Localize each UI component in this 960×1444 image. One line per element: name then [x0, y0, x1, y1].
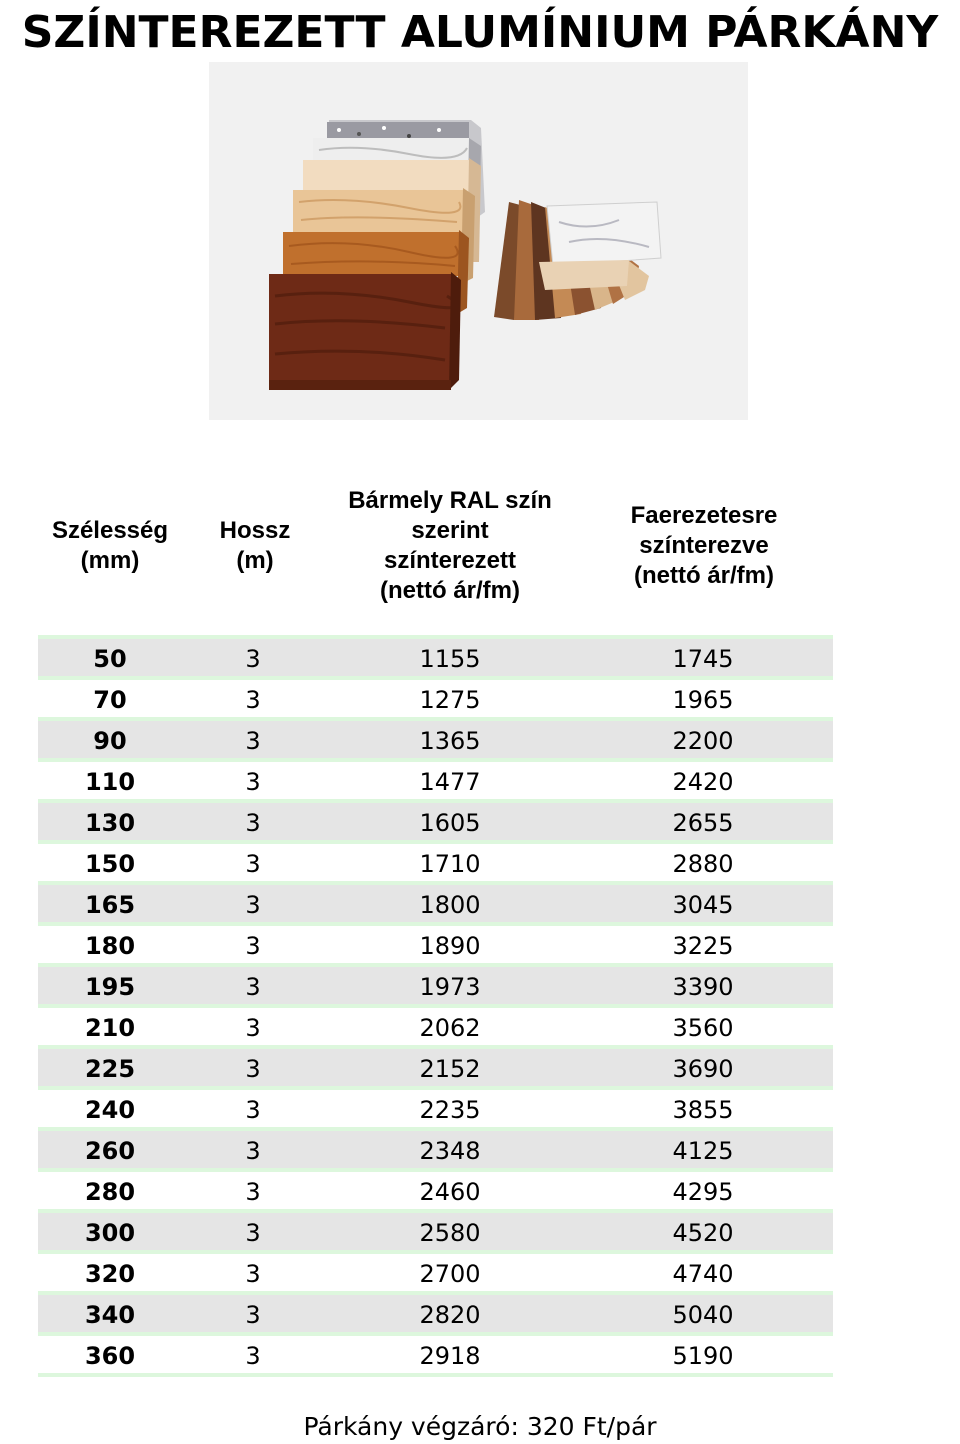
- header-width-line2: (mm): [80, 547, 140, 574]
- cell-wood-price: 2200: [672, 727, 734, 755]
- header-wood-line1: Faerezetesre: [630, 502, 778, 529]
- cell-ral-price: 2235: [419, 1096, 481, 1124]
- cell-length: 3: [245, 686, 261, 714]
- cell-ral-price: 2152: [419, 1055, 481, 1083]
- cell-wood-price: 3690: [672, 1055, 734, 1083]
- cell-wood-price: 1965: [672, 686, 734, 714]
- cell-length: 3: [245, 1014, 261, 1042]
- header-ral-line2: szerint: [411, 517, 489, 544]
- table-row: [38, 717, 833, 758]
- cell-ral-price: 2820: [419, 1301, 481, 1329]
- cell-ral-price: 1275: [419, 686, 481, 714]
- cell-ral-price: 2580: [419, 1219, 481, 1247]
- page-title: SZÍNTEREZETT ALUMÍNIUM PÁRKÁNY: [21, 7, 939, 58]
- cell-wood-price: 2880: [672, 850, 734, 878]
- cell-length: 3: [245, 645, 261, 673]
- cell-ral-price: 1477: [419, 768, 481, 796]
- cell-width: 210: [84, 1014, 136, 1042]
- table-row: [38, 1291, 833, 1332]
- end-cap-price: Párkány végzáró: 320 Ft/pár: [303, 1412, 657, 1441]
- cell-width: 150: [84, 850, 136, 878]
- header-wood-line2: színterezve: [639, 532, 769, 559]
- product-photo: [209, 62, 748, 420]
- cell-ral-price: 2460: [419, 1178, 481, 1206]
- cell-length: 3: [245, 727, 261, 755]
- cell-width: 280: [84, 1178, 136, 1206]
- table-row: [38, 758, 833, 799]
- header-ral-line3: színterezett: [383, 547, 517, 574]
- table-row: [38, 881, 833, 922]
- table-row: [38, 840, 833, 881]
- table-row: [38, 1209, 833, 1250]
- table-row: [38, 635, 833, 676]
- cell-width: 195: [84, 973, 136, 1001]
- cell-width: 300: [84, 1219, 136, 1247]
- cell-width: 165: [84, 891, 136, 919]
- cell-length: 3: [245, 1096, 261, 1124]
- cell-width: 240: [84, 1096, 136, 1124]
- cell-ral-price: 1365: [419, 727, 481, 755]
- header-width-line1: Szélesség: [51, 517, 169, 544]
- cell-length: 3: [245, 1055, 261, 1083]
- header-length-line2: (m): [236, 547, 274, 574]
- table-row: [38, 676, 833, 717]
- table-row: [38, 922, 833, 963]
- cell-wood-price: 2420: [672, 768, 734, 796]
- table-row: [38, 799, 833, 840]
- header-length-line1: Hossz: [219, 517, 291, 544]
- cell-width: 130: [84, 809, 136, 837]
- cell-ral-price: 1890: [419, 932, 481, 960]
- cell-width: 110: [84, 768, 136, 796]
- price-table: [38, 635, 833, 1377]
- table-row: [38, 1332, 833, 1377]
- cell-length: 3: [245, 1219, 261, 1247]
- cell-wood-price: 4125: [672, 1137, 734, 1165]
- cell-length: 3: [245, 1178, 261, 1206]
- cell-length: 3: [245, 1260, 261, 1288]
- table-row: [38, 1045, 833, 1086]
- cell-ral-price: 2700: [419, 1260, 481, 1288]
- table-row: [38, 1086, 833, 1127]
- table-row: [38, 1004, 833, 1045]
- table-row: [38, 1250, 833, 1291]
- cell-length: 3: [245, 891, 261, 919]
- cell-wood-price: 4740: [672, 1260, 734, 1288]
- cell-width: 260: [84, 1137, 136, 1165]
- cell-ral-price: 1800: [419, 891, 481, 919]
- cell-width: 225: [84, 1055, 136, 1083]
- cell-wood-price: 5040: [672, 1301, 734, 1329]
- cell-ral-price: 1710: [419, 850, 481, 878]
- header-wood-price: [590, 501, 818, 591]
- header-length: [195, 516, 315, 576]
- cell-ral-price: 2062: [419, 1014, 481, 1042]
- cell-ral-price: 2918: [419, 1342, 481, 1370]
- cell-wood-price: 3390: [672, 973, 734, 1001]
- cell-width: 90: [93, 727, 127, 755]
- header-wood-line3: (nettó ár/fm): [634, 562, 774, 589]
- cell-ral-price: 1973: [419, 973, 481, 1001]
- cell-length: 3: [245, 1137, 261, 1165]
- header-ral-price: [330, 486, 570, 606]
- cell-wood-price: 5190: [672, 1342, 734, 1370]
- table-row: [38, 1168, 833, 1209]
- table-row: [38, 963, 833, 1004]
- cell-ral-price: 2348: [419, 1137, 481, 1165]
- cell-width: 320: [84, 1260, 136, 1288]
- cell-width: 180: [84, 932, 136, 960]
- cell-length: 3: [245, 1342, 261, 1370]
- header-ral-line1: Bármely RAL szín: [348, 487, 552, 514]
- cell-length: 3: [245, 1301, 261, 1329]
- cell-length: 3: [245, 850, 261, 878]
- cell-width: 360: [84, 1342, 136, 1370]
- cell-length: 3: [245, 809, 261, 837]
- cell-length: 3: [245, 973, 261, 1001]
- cell-length: 3: [245, 932, 261, 960]
- cell-wood-price: 1745: [672, 645, 734, 673]
- cell-width: 70: [93, 686, 127, 714]
- cell-wood-price: 4295: [672, 1178, 734, 1206]
- cell-wood-price: 3855: [672, 1096, 734, 1124]
- cell-wood-price: 4520: [672, 1219, 734, 1247]
- cell-wood-price: 3560: [672, 1014, 734, 1042]
- cell-ral-price: 1605: [419, 809, 481, 837]
- header-ral-line4: (nettó ár/fm): [380, 577, 520, 604]
- cell-wood-price: 2655: [672, 809, 734, 837]
- cell-ral-price: 1155: [419, 645, 481, 673]
- cell-length: 3: [245, 768, 261, 796]
- cell-wood-price: 3045: [672, 891, 734, 919]
- cell-wood-price: 3225: [672, 932, 734, 960]
- cell-width: 50: [93, 645, 127, 673]
- header-width: [40, 516, 180, 576]
- cell-width: 340: [84, 1301, 136, 1329]
- table-row: [38, 1127, 833, 1168]
